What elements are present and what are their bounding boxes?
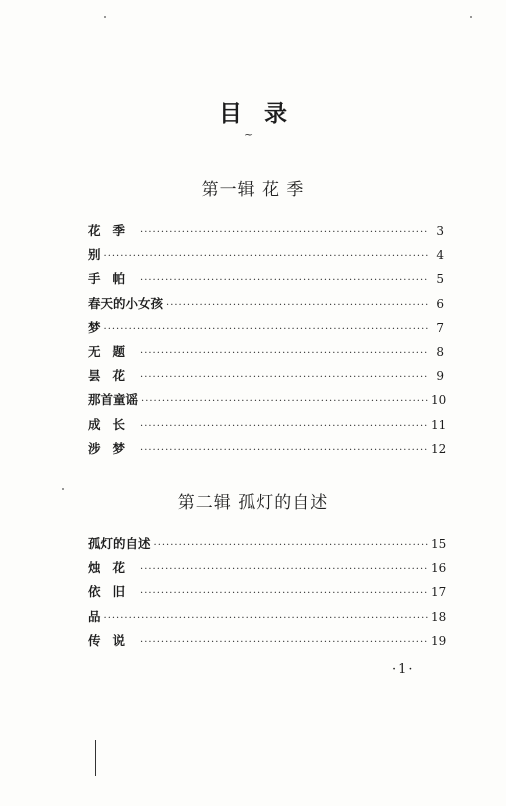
toc-entry[interactable] xyxy=(88,221,444,245)
dot-leader xyxy=(154,540,428,551)
toc-entry[interactable] xyxy=(88,607,447,631)
entry-page: 12 xyxy=(431,441,447,456)
dot-leader xyxy=(104,251,428,262)
toc-entry[interactable] xyxy=(88,366,444,390)
dot-leader xyxy=(140,227,428,238)
dot-leader xyxy=(140,564,428,575)
entry-page: 19 xyxy=(431,633,447,648)
entry-page: 5 xyxy=(436,272,444,287)
entry-page: 8 xyxy=(436,344,444,359)
dot-leader xyxy=(140,348,428,359)
entry-title: 烛花 xyxy=(88,560,138,576)
entry-title: 昙花 xyxy=(88,368,138,384)
entry-page: 15 xyxy=(431,537,447,551)
entry-page: 11 xyxy=(431,417,447,432)
entry-title: 品 xyxy=(88,608,101,624)
dot-leader xyxy=(140,588,428,599)
toc-entry[interactable] xyxy=(88,439,447,463)
entry-title: 孤灯的自述 xyxy=(88,536,151,551)
toc-entry[interactable] xyxy=(88,390,447,414)
entry-title: 无题 xyxy=(88,343,138,359)
entry-page: 17 xyxy=(431,585,447,600)
toc-section-1 xyxy=(88,221,447,463)
section-title-2: 第二辑 孤灯的自述 xyxy=(177,493,329,513)
toc-entry[interactable] xyxy=(88,318,444,342)
toc-entry[interactable] xyxy=(88,534,447,558)
dot-leader xyxy=(140,445,428,456)
entry-page: 4 xyxy=(436,248,444,263)
entry-title: 依旧 xyxy=(88,584,138,600)
entry-page: 10 xyxy=(431,393,447,408)
entry-title: 花季 xyxy=(88,223,138,238)
entry-title: 成长 xyxy=(88,416,138,432)
entry-title: 别 xyxy=(88,247,101,263)
entry-title: 涉梦 xyxy=(88,440,138,456)
toc-entry[interactable] xyxy=(88,631,447,655)
entry-title: 那首童谣 xyxy=(88,392,139,408)
dot-leader xyxy=(140,275,428,286)
entry-title: 传说 xyxy=(88,632,138,648)
section-title-1: 第一辑 花 季 xyxy=(201,180,305,200)
toc-entry[interactable] xyxy=(88,269,444,293)
scan-speck xyxy=(104,16,106,18)
toc-entry[interactable] xyxy=(88,582,447,606)
entry-title: 梦 xyxy=(88,319,101,335)
entry-page: 6 xyxy=(436,296,444,311)
page-title: 目录 xyxy=(219,101,309,127)
entry-title: 春天的小女孩 xyxy=(88,295,164,311)
dot-leader xyxy=(140,421,428,432)
title-ornament: ~ xyxy=(244,128,254,141)
dot-leader xyxy=(141,396,428,407)
entry-page: 7 xyxy=(436,320,444,335)
scan-speck xyxy=(62,488,64,490)
page-number: ·1· xyxy=(392,662,415,677)
dot-leader xyxy=(104,324,428,335)
toc-entry[interactable] xyxy=(88,294,444,318)
entry-page: 9 xyxy=(436,369,444,384)
entry-page: 16 xyxy=(431,561,447,576)
dot-leader xyxy=(104,613,428,624)
toc-entry[interactable] xyxy=(88,342,444,366)
toc-entry[interactable] xyxy=(88,245,444,269)
dot-leader xyxy=(140,637,428,648)
scan-speck xyxy=(470,16,472,18)
toc-entry[interactable] xyxy=(88,558,447,582)
entry-page: 18 xyxy=(431,609,447,624)
dot-leader xyxy=(140,372,428,383)
entry-title: 手帕 xyxy=(88,271,138,287)
margin-line xyxy=(95,740,96,776)
dot-leader xyxy=(166,300,428,311)
toc-entry[interactable] xyxy=(88,415,447,439)
entry-page: 3 xyxy=(436,224,444,238)
toc-section-2 xyxy=(88,534,447,655)
